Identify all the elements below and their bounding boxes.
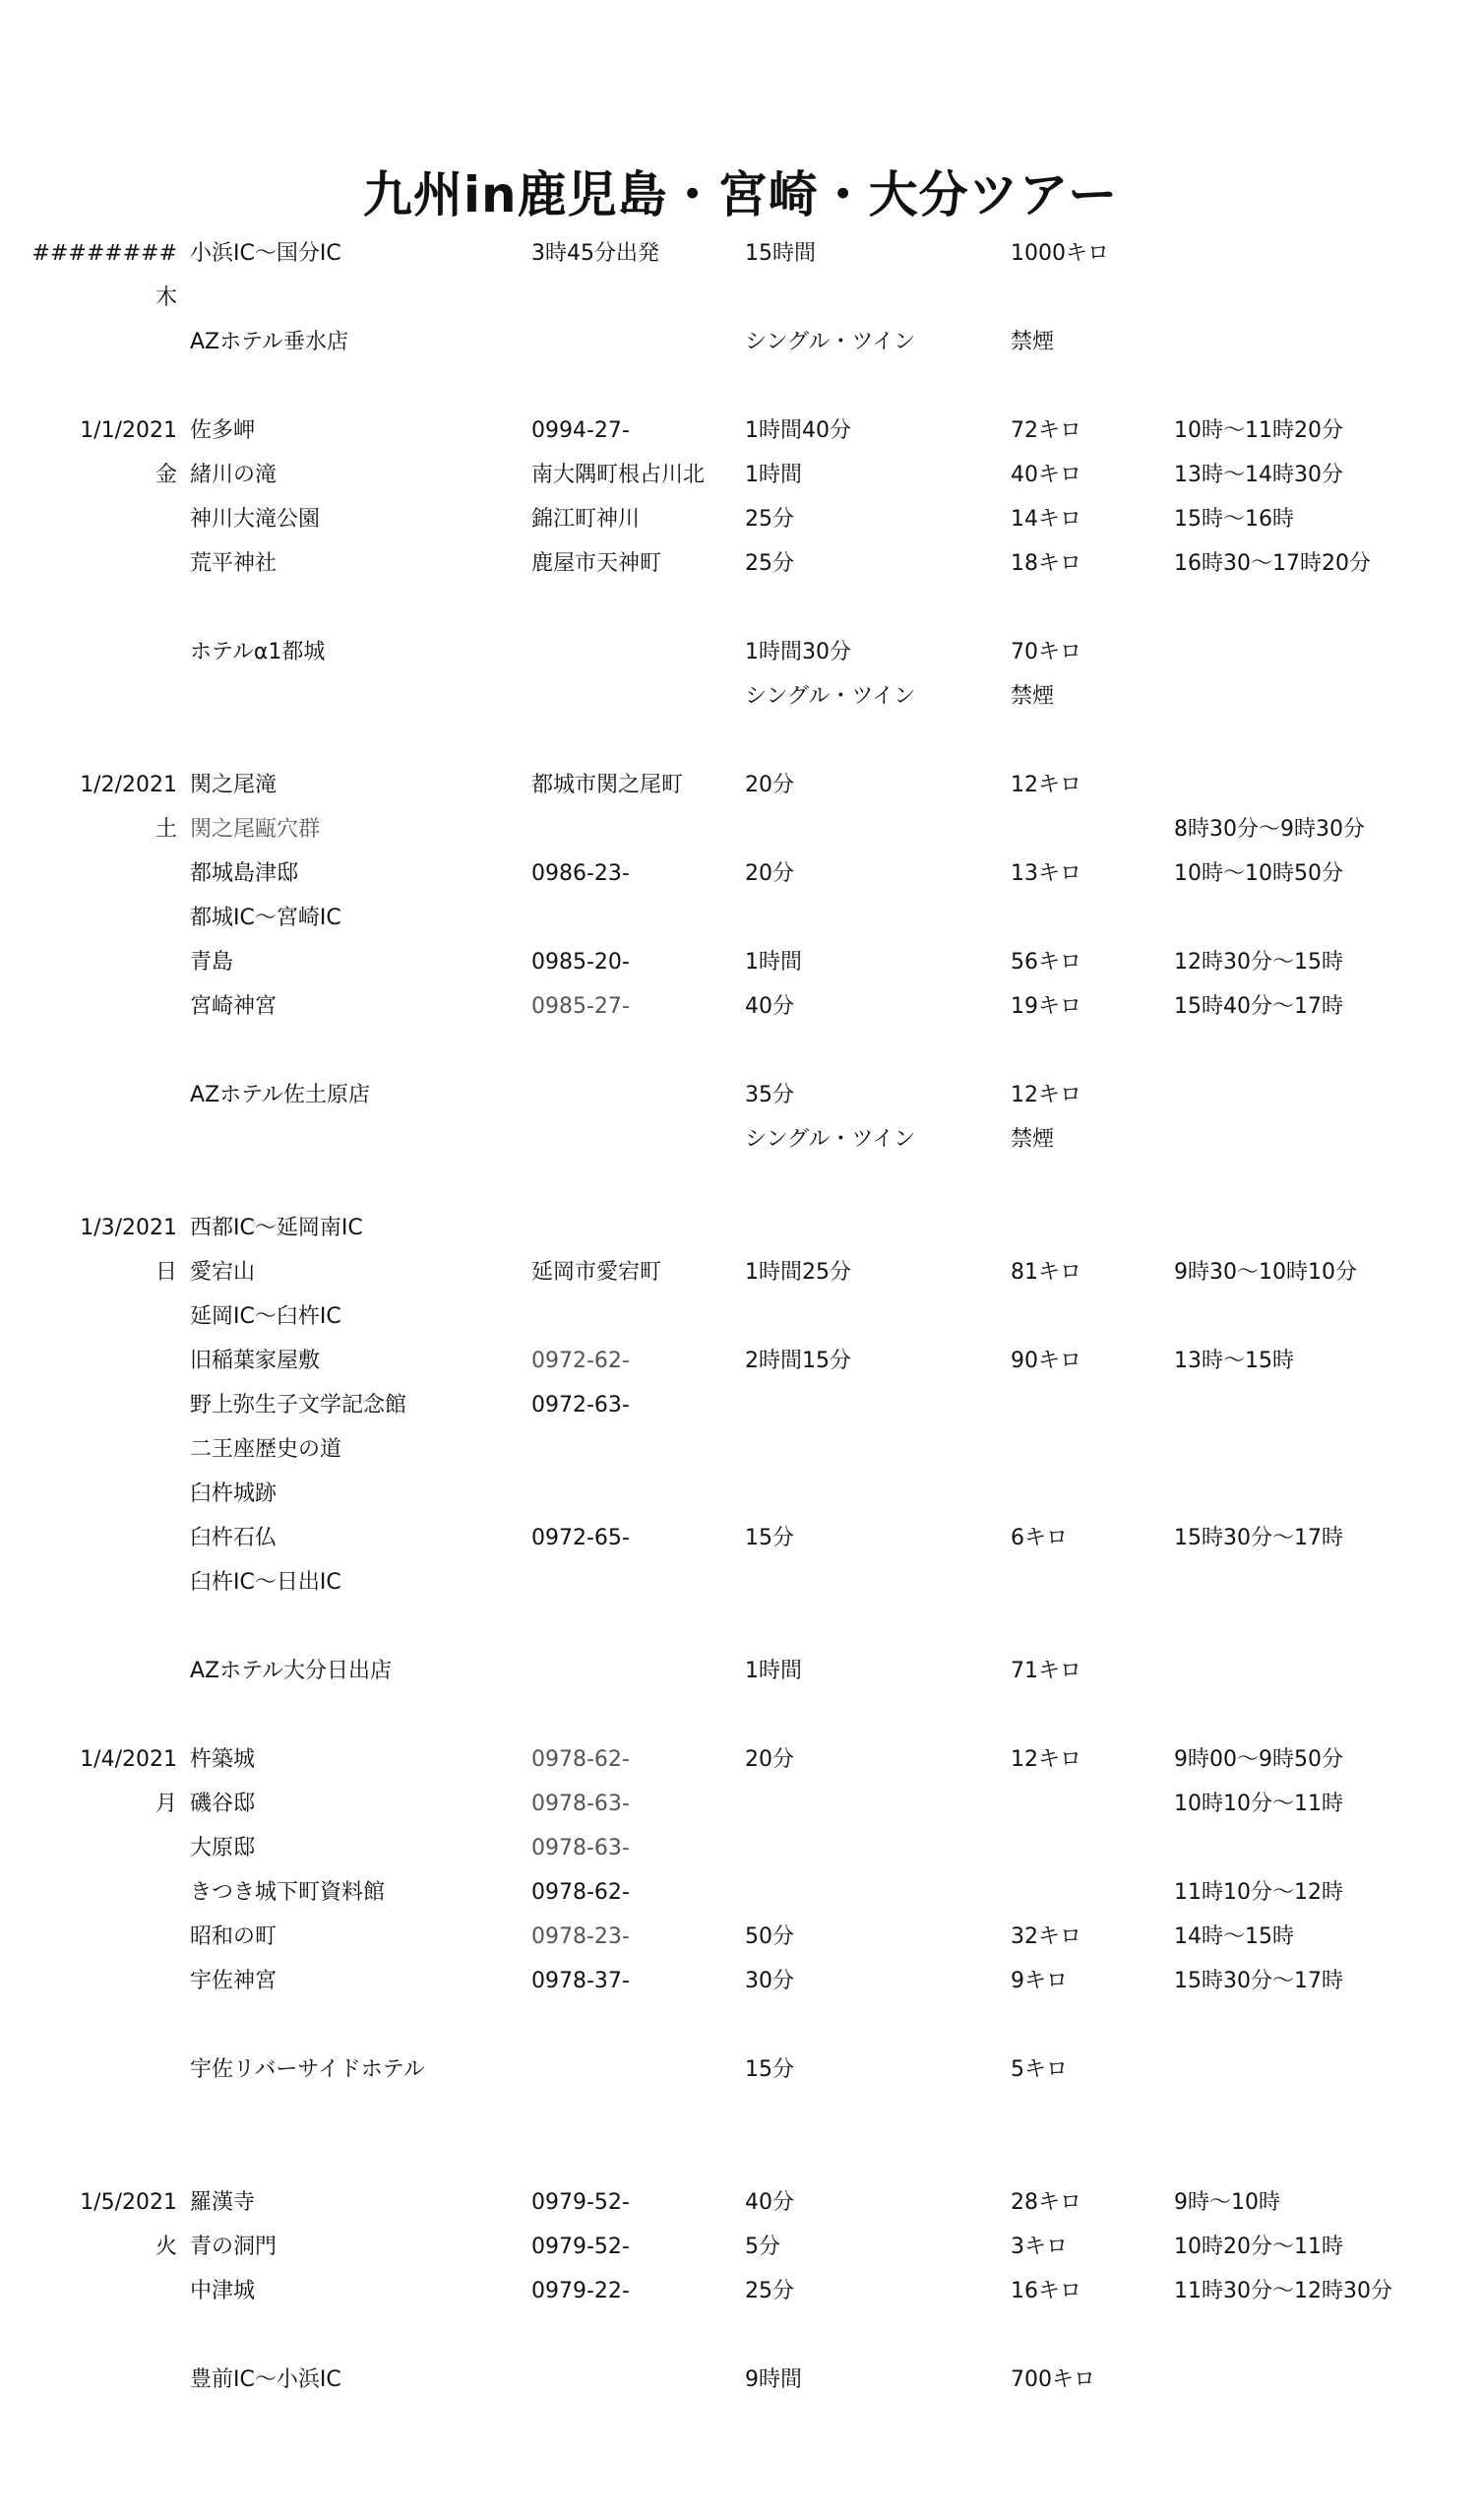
place-cell: 宇佐神宮 <box>190 1969 278 1993</box>
place-cell: 宇佐リバーサイドホテル <box>190 2057 425 2082</box>
place-cell: 佐多岬 <box>190 418 256 443</box>
distance-cell: 1000キロ <box>1011 241 1109 266</box>
schedule-cell: 9時～10時 <box>1174 2190 1280 2215</box>
place-cell: 野上弥生子文学記念館 <box>190 1393 407 1418</box>
table-row <box>0 1384 1481 1427</box>
place-cell: 関之尾甌穴群 <box>190 817 321 842</box>
table-row <box>0 1916 1481 1959</box>
distance-cell: 9キロ <box>1011 1969 1068 1993</box>
table-row <box>0 1517 1481 1560</box>
date-cell: ######## <box>31 241 177 266</box>
table-row <box>0 631 1481 674</box>
schedule-cell: 13時～14時30分 <box>1174 463 1343 487</box>
duration-cell: 1時間 <box>745 1659 802 1683</box>
place-cell: 都城IC～宮崎IC <box>190 906 341 930</box>
place-cell: 愛宕山 <box>190 1260 256 1285</box>
distance-cell: 13キロ <box>1011 861 1081 886</box>
table-row <box>0 1561 1481 1605</box>
place-cell: 青の洞門 <box>190 2235 278 2259</box>
schedule-cell: 10時～11時20分 <box>1174 418 1343 443</box>
duration-cell: 15分 <box>745 1526 794 1550</box>
place-cell: 延岡IC～臼杵IC <box>190 1304 341 1329</box>
place-cell: AZホテル佐土原店 <box>190 1083 371 1107</box>
address-cell: 錦江町神川 <box>531 507 641 532</box>
schedule-cell: 13時～15時 <box>1174 1349 1294 1373</box>
distance-cell: 16キロ <box>1011 2279 1081 2303</box>
table-row <box>0 2270 1481 2313</box>
address-cell: 3時45分出発 <box>531 241 659 266</box>
distance-cell: 700キロ <box>1011 2367 1095 2392</box>
table-row <box>0 1074 1481 1117</box>
schedule-cell: 10時20分～11時 <box>1174 2235 1343 2259</box>
schedule-cell: 9時30～10時10分 <box>1174 1260 1357 1285</box>
schedule-cell: 15時40分～17時 <box>1174 994 1343 1019</box>
page-title: 九州in鹿児島・宮崎・大分ツアー <box>362 166 1119 223</box>
address-cell: 鹿屋市天神町 <box>531 551 662 576</box>
distance-cell: 12キロ <box>1011 1083 1081 1107</box>
place-cell: 臼杵IC～日出IC <box>190 1570 341 1595</box>
schedule-cell: 10時～10時50分 <box>1174 861 1343 886</box>
place-cell: きつき城下町資料館 <box>190 1880 386 1905</box>
table-row <box>0 941 1481 984</box>
address-cell: 0994-27- <box>531 418 630 443</box>
place-cell: 羅漢寺 <box>190 2190 256 2215</box>
date-cell: 1/5/2021 <box>80 2190 177 2215</box>
address-cell: 南大隅町根占川北 <box>531 463 706 487</box>
table-row <box>0 410 1481 453</box>
distance-cell: 12キロ <box>1011 1747 1081 1772</box>
schedule-cell: 12時30分～15時 <box>1174 950 1343 975</box>
distance-cell: 56キロ <box>1011 950 1081 975</box>
distance-cell: 19キロ <box>1011 994 1081 1019</box>
place-cell: 関之尾滝 <box>190 773 278 797</box>
weekday-cell: 金 <box>154 463 177 487</box>
table-row <box>0 2048 1481 2092</box>
duration-cell: 1時間 <box>745 950 802 975</box>
address-cell: 0978-63- <box>531 1792 630 1816</box>
distance-cell: 72キロ <box>1011 418 1081 443</box>
duration-cell: 20分 <box>745 1747 794 1772</box>
duration-cell: 30分 <box>745 1969 794 1993</box>
distance-cell: 40キロ <box>1011 463 1081 487</box>
address-cell: 0986-23- <box>531 861 630 886</box>
duration-cell: 25分 <box>745 507 794 532</box>
table-row <box>0 1650 1481 1693</box>
distance-cell: 70キロ <box>1011 640 1081 664</box>
address-cell: 0985-20- <box>531 950 630 975</box>
duration-cell: 40分 <box>745 2190 794 2215</box>
place-cell: AZホテル大分日出店 <box>190 1659 393 1683</box>
schedule-cell: 15時～16時 <box>1174 507 1294 532</box>
place-cell: 豊前IC～小浜IC <box>190 2367 341 2392</box>
table-row <box>0 675 1481 719</box>
table-row <box>0 985 1481 1029</box>
table-row <box>0 764 1481 807</box>
duration-cell: シングル・ツイン <box>745 1127 916 1152</box>
place-cell: 二王座歴史の道 <box>190 1437 342 1462</box>
table-row <box>0 1871 1481 1915</box>
address-cell: 0972-65- <box>531 1526 630 1550</box>
address-cell: 0985-27- <box>531 994 630 1019</box>
address-cell: 0972-63- <box>531 1393 630 1418</box>
place-cell: ホテルα1都城 <box>190 640 326 664</box>
table-row <box>0 1473 1481 1516</box>
address-cell: 0978-62- <box>531 1880 630 1905</box>
schedule-cell: 15時30分～17時 <box>1174 1526 1343 1550</box>
distance-cell: 14キロ <box>1011 507 1081 532</box>
duration-cell: 5分 <box>745 2235 780 2259</box>
weekday-cell: 月 <box>154 1792 177 1816</box>
table-row <box>0 852 1481 896</box>
schedule-cell: 15時30分～17時 <box>1174 1969 1343 1993</box>
duration-cell: 15時間 <box>745 241 816 266</box>
distance-cell: 81キロ <box>1011 1260 1081 1285</box>
distance-cell: 32キロ <box>1011 1924 1081 1949</box>
distance-cell: 禁煙 <box>1011 1127 1055 1152</box>
duration-cell: 1時間25分 <box>745 1260 851 1285</box>
duration-cell: 1時間 <box>745 463 802 487</box>
distance-cell: 90キロ <box>1011 1349 1081 1373</box>
table-row <box>0 1118 1481 1162</box>
distance-cell: 禁煙 <box>1011 330 1055 354</box>
date-cell: 1/3/2021 <box>80 1216 177 1240</box>
date-cell: 1/1/2021 <box>80 418 177 443</box>
address-cell: 0978-37- <box>531 1969 630 1993</box>
table-row <box>0 1251 1481 1294</box>
table-row <box>0 1340 1481 1383</box>
address-cell: 0979-52- <box>531 2190 630 2215</box>
place-cell: AZホテル垂水店 <box>190 330 349 354</box>
table-row <box>0 1428 1481 1472</box>
duration-cell: 1時間30分 <box>745 640 851 664</box>
weekday-cell: 木 <box>154 285 177 310</box>
weekday-cell: 火 <box>154 2235 177 2259</box>
place-cell: 小浜IC～国分IC <box>190 241 341 266</box>
date-cell: 1/2/2021 <box>80 773 177 797</box>
table-row <box>0 1960 1481 2003</box>
distance-cell: 6キロ <box>1011 1526 1068 1550</box>
address-cell: 0979-22- <box>531 2279 630 2303</box>
table-row <box>0 1827 1481 1870</box>
duration-cell: 20分 <box>745 773 794 797</box>
place-cell: 臼杵城跡 <box>190 1481 278 1506</box>
place-cell: 宮崎神宮 <box>190 994 278 1019</box>
distance-cell: 12キロ <box>1011 773 1081 797</box>
table-row <box>0 2226 1481 2269</box>
duration-cell: 25分 <box>745 551 794 576</box>
duration-cell: 20分 <box>745 861 794 886</box>
place-cell: 旧稲葉家屋敷 <box>190 1349 321 1373</box>
address-cell: 0979-52- <box>531 2235 630 2259</box>
duration-cell: 9時間 <box>745 2367 802 2392</box>
duration-cell: 25分 <box>745 2279 794 2303</box>
duration-cell: シングル・ツイン <box>745 330 916 354</box>
schedule-cell: 11時10分～12時 <box>1174 1880 1343 1905</box>
table-row <box>0 498 1481 541</box>
place-cell: 磯谷邸 <box>190 1792 256 1816</box>
distance-cell: 禁煙 <box>1011 684 1055 709</box>
table-row <box>0 321 1481 364</box>
schedule-cell: 14時～15時 <box>1174 1924 1294 1949</box>
schedule-cell: 8時30分～9時30分 <box>1174 817 1365 842</box>
place-cell: 神川大滝公園 <box>190 507 321 532</box>
distance-cell: 5キロ <box>1011 2057 1068 2082</box>
place-cell: 荒平神社 <box>190 551 278 576</box>
table-row <box>0 277 1481 320</box>
table-row <box>0 542 1481 586</box>
table-row <box>0 1295 1481 1339</box>
schedule-cell: 9時00～9時50分 <box>1174 1747 1343 1772</box>
date-cell: 1/4/2021 <box>80 1747 177 1772</box>
table-row <box>0 2359 1481 2402</box>
address-cell: 延岡市愛宕町 <box>531 1260 662 1285</box>
place-cell: 緒川の滝 <box>190 463 278 487</box>
duration-cell: シングル・ツイン <box>745 684 916 709</box>
address-cell: 都城市関之尾町 <box>531 773 684 797</box>
distance-cell: 71キロ <box>1011 1659 1081 1683</box>
table-row <box>0 232 1481 276</box>
place-cell: 大原邸 <box>190 1836 256 1860</box>
place-cell: 都城島津邸 <box>190 861 299 886</box>
duration-cell: 35分 <box>745 1083 794 1107</box>
place-cell: 中津城 <box>190 2279 256 2303</box>
schedule-cell: 16時30～17時20分 <box>1174 551 1371 576</box>
address-cell: 0978-23- <box>531 1924 630 1949</box>
table-row <box>0 2181 1481 2225</box>
weekday-cell: 土 <box>154 817 177 842</box>
schedule-cell: 10時10分～11時 <box>1174 1792 1343 1816</box>
address-cell: 0972-62- <box>531 1349 630 1373</box>
duration-cell: 2時間15分 <box>745 1349 851 1373</box>
weekday-cell: 日 <box>154 1260 177 1285</box>
place-cell: 西都IC～延岡南IC <box>190 1216 363 1240</box>
address-cell: 0978-62- <box>531 1747 630 1772</box>
duration-cell: 40分 <box>745 994 794 1019</box>
place-cell: 臼杵石仏 <box>190 1526 278 1550</box>
table-row <box>0 1207 1481 1250</box>
distance-cell: 28キロ <box>1011 2190 1081 2215</box>
place-cell: 杵築城 <box>190 1747 256 1772</box>
distance-cell: 18キロ <box>1011 551 1081 576</box>
duration-cell: 1時間40分 <box>745 418 851 443</box>
place-cell: 青島 <box>190 950 234 975</box>
schedule-cell: 11時30分～12時30分 <box>1174 2279 1392 2303</box>
distance-cell: 3キロ <box>1011 2235 1068 2259</box>
table-row <box>0 1738 1481 1782</box>
table-row <box>0 454 1481 497</box>
duration-cell: 50分 <box>745 1924 794 1949</box>
table-row <box>0 897 1481 940</box>
address-cell: 0978-63- <box>531 1836 630 1860</box>
table-row <box>0 1783 1481 1826</box>
table-row <box>0 808 1481 851</box>
duration-cell: 15分 <box>745 2057 794 2082</box>
place-cell: 昭和の町 <box>190 1924 278 1949</box>
